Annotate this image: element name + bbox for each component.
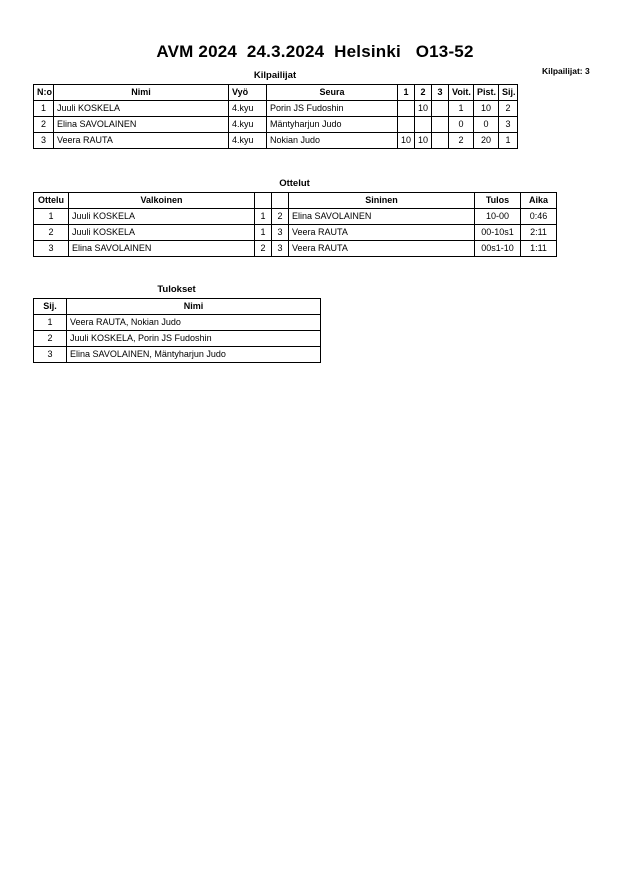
page-title-text: AVM 2024 24.3.2024 Helsinki O13-52 [156,42,474,61]
cell-result: 00-10s1 [475,225,521,241]
col-name: Nimi [67,299,321,315]
competitors-table [33,84,518,149]
cell-rank: 3 [34,347,67,363]
col-points: Pist. [474,85,499,101]
cell-white: Juuli KOSKELA [69,225,255,241]
table-row [34,347,321,363]
table-row [34,241,557,257]
table-row [34,225,557,241]
cell-match-no: 2 [34,225,69,241]
matches-table [33,192,557,257]
col-rank: Sij. [34,299,67,315]
cell-name: Juuli KOSKELA [54,101,229,117]
table-row [34,117,518,133]
cell-wins: 2 [449,133,474,149]
cell-no: 2 [34,117,54,133]
cell-match-1 [398,117,415,133]
cell-match-3 [432,101,449,117]
table-row [34,331,321,347]
cell-blue: Veera RAUTA [289,225,475,241]
cell-wins: 0 [449,117,474,133]
col-match-2: 2 [415,85,432,101]
results-section-label: Tulokset [157,284,196,295]
cell-blue-no: 2 [272,209,289,225]
col-name: Nimi [54,85,229,101]
cell-blue: Elina SAVOLAINEN [289,209,475,225]
results-table [33,298,321,363]
page-title [0,42,630,62]
cell-time: 1:11 [521,241,557,257]
cell-club: Nokian Judo [267,133,398,149]
col-blue: Sininen [289,193,475,209]
cell-time: 0:46 [521,209,557,225]
cell-points: 10 [474,101,499,117]
col-wins: Voit. [449,85,474,101]
cell-rank: 2 [34,331,67,347]
cell-match-3 [432,117,449,133]
cell-match-1 [398,101,415,117]
col-white: Valkoinen [69,193,255,209]
table-row [34,133,518,149]
col-rank: Sij. [499,85,518,101]
cell-name: Veera RAUTA, Nokian Judo [67,315,321,331]
col-result: Tulos [475,193,521,209]
table-header-row [34,299,321,315]
cell-match-2: 10 [415,101,432,117]
cell-white-no: 1 [255,209,272,225]
cell-blue-no: 3 [272,225,289,241]
results-section [33,284,320,363]
cell-name: Elina SAVOLAINEN, Mäntyharjun Judo [67,347,321,363]
matches-section [33,178,556,257]
cell-time: 2:11 [521,225,557,241]
cell-club: Mäntyharjun Judo [267,117,398,133]
competitors-section [33,70,517,149]
cell-blue-no: 3 [272,241,289,257]
cell-match-2: 10 [415,133,432,149]
col-time: Aika [521,193,557,209]
cell-points: 0 [474,117,499,133]
table-row [34,209,557,225]
col-no: N:o [34,85,54,101]
table-header-row [34,85,518,101]
competitor-count-label: Kilpailijat: 3 [542,66,590,76]
matches-section-label: Ottelut [279,178,310,189]
col-club: Seura [267,85,398,101]
cell-blue: Veera RAUTA [289,241,475,257]
cell-rank: 1 [34,315,67,331]
cell-result: 10-00 [475,209,521,225]
cell-no: 3 [34,133,54,149]
col-white-no [255,193,272,209]
cell-rank: 1 [499,133,518,149]
cell-belt: 4.kyu [229,101,267,117]
col-blue-no [272,193,289,209]
cell-result: 00s1-10 [475,241,521,257]
col-belt: Vyö [229,85,267,101]
cell-belt: 4.kyu [229,117,267,133]
cell-white: Elina SAVOLAINEN [69,241,255,257]
col-match-3: 3 [432,85,449,101]
table-header-row [34,193,557,209]
col-match-1: 1 [398,85,415,101]
cell-rank: 3 [499,117,518,133]
cell-white: Juuli KOSKELA [69,209,255,225]
table-row [34,101,518,117]
cell-match-no: 3 [34,241,69,257]
cell-wins: 1 [449,101,474,117]
competitors-section-label: Kilpailijat [253,70,297,81]
cell-match-1: 10 [398,133,415,149]
cell-club: Porin JS Fudoshin [267,101,398,117]
cell-no: 1 [34,101,54,117]
cell-rank: 2 [499,101,518,117]
cell-match-2 [415,117,432,133]
cell-belt: 4.kyu [229,133,267,149]
cell-white-no: 1 [255,225,272,241]
cell-white-no: 2 [255,241,272,257]
cell-name: Veera RAUTA [54,133,229,149]
col-match-no: Ottelu [34,193,69,209]
cell-points: 20 [474,133,499,149]
cell-match-3 [432,133,449,149]
table-row [34,315,321,331]
cell-name: Juuli KOSKELA, Porin JS Fudoshin [67,331,321,347]
cell-match-no: 1 [34,209,69,225]
cell-name: Elina SAVOLAINEN [54,117,229,133]
